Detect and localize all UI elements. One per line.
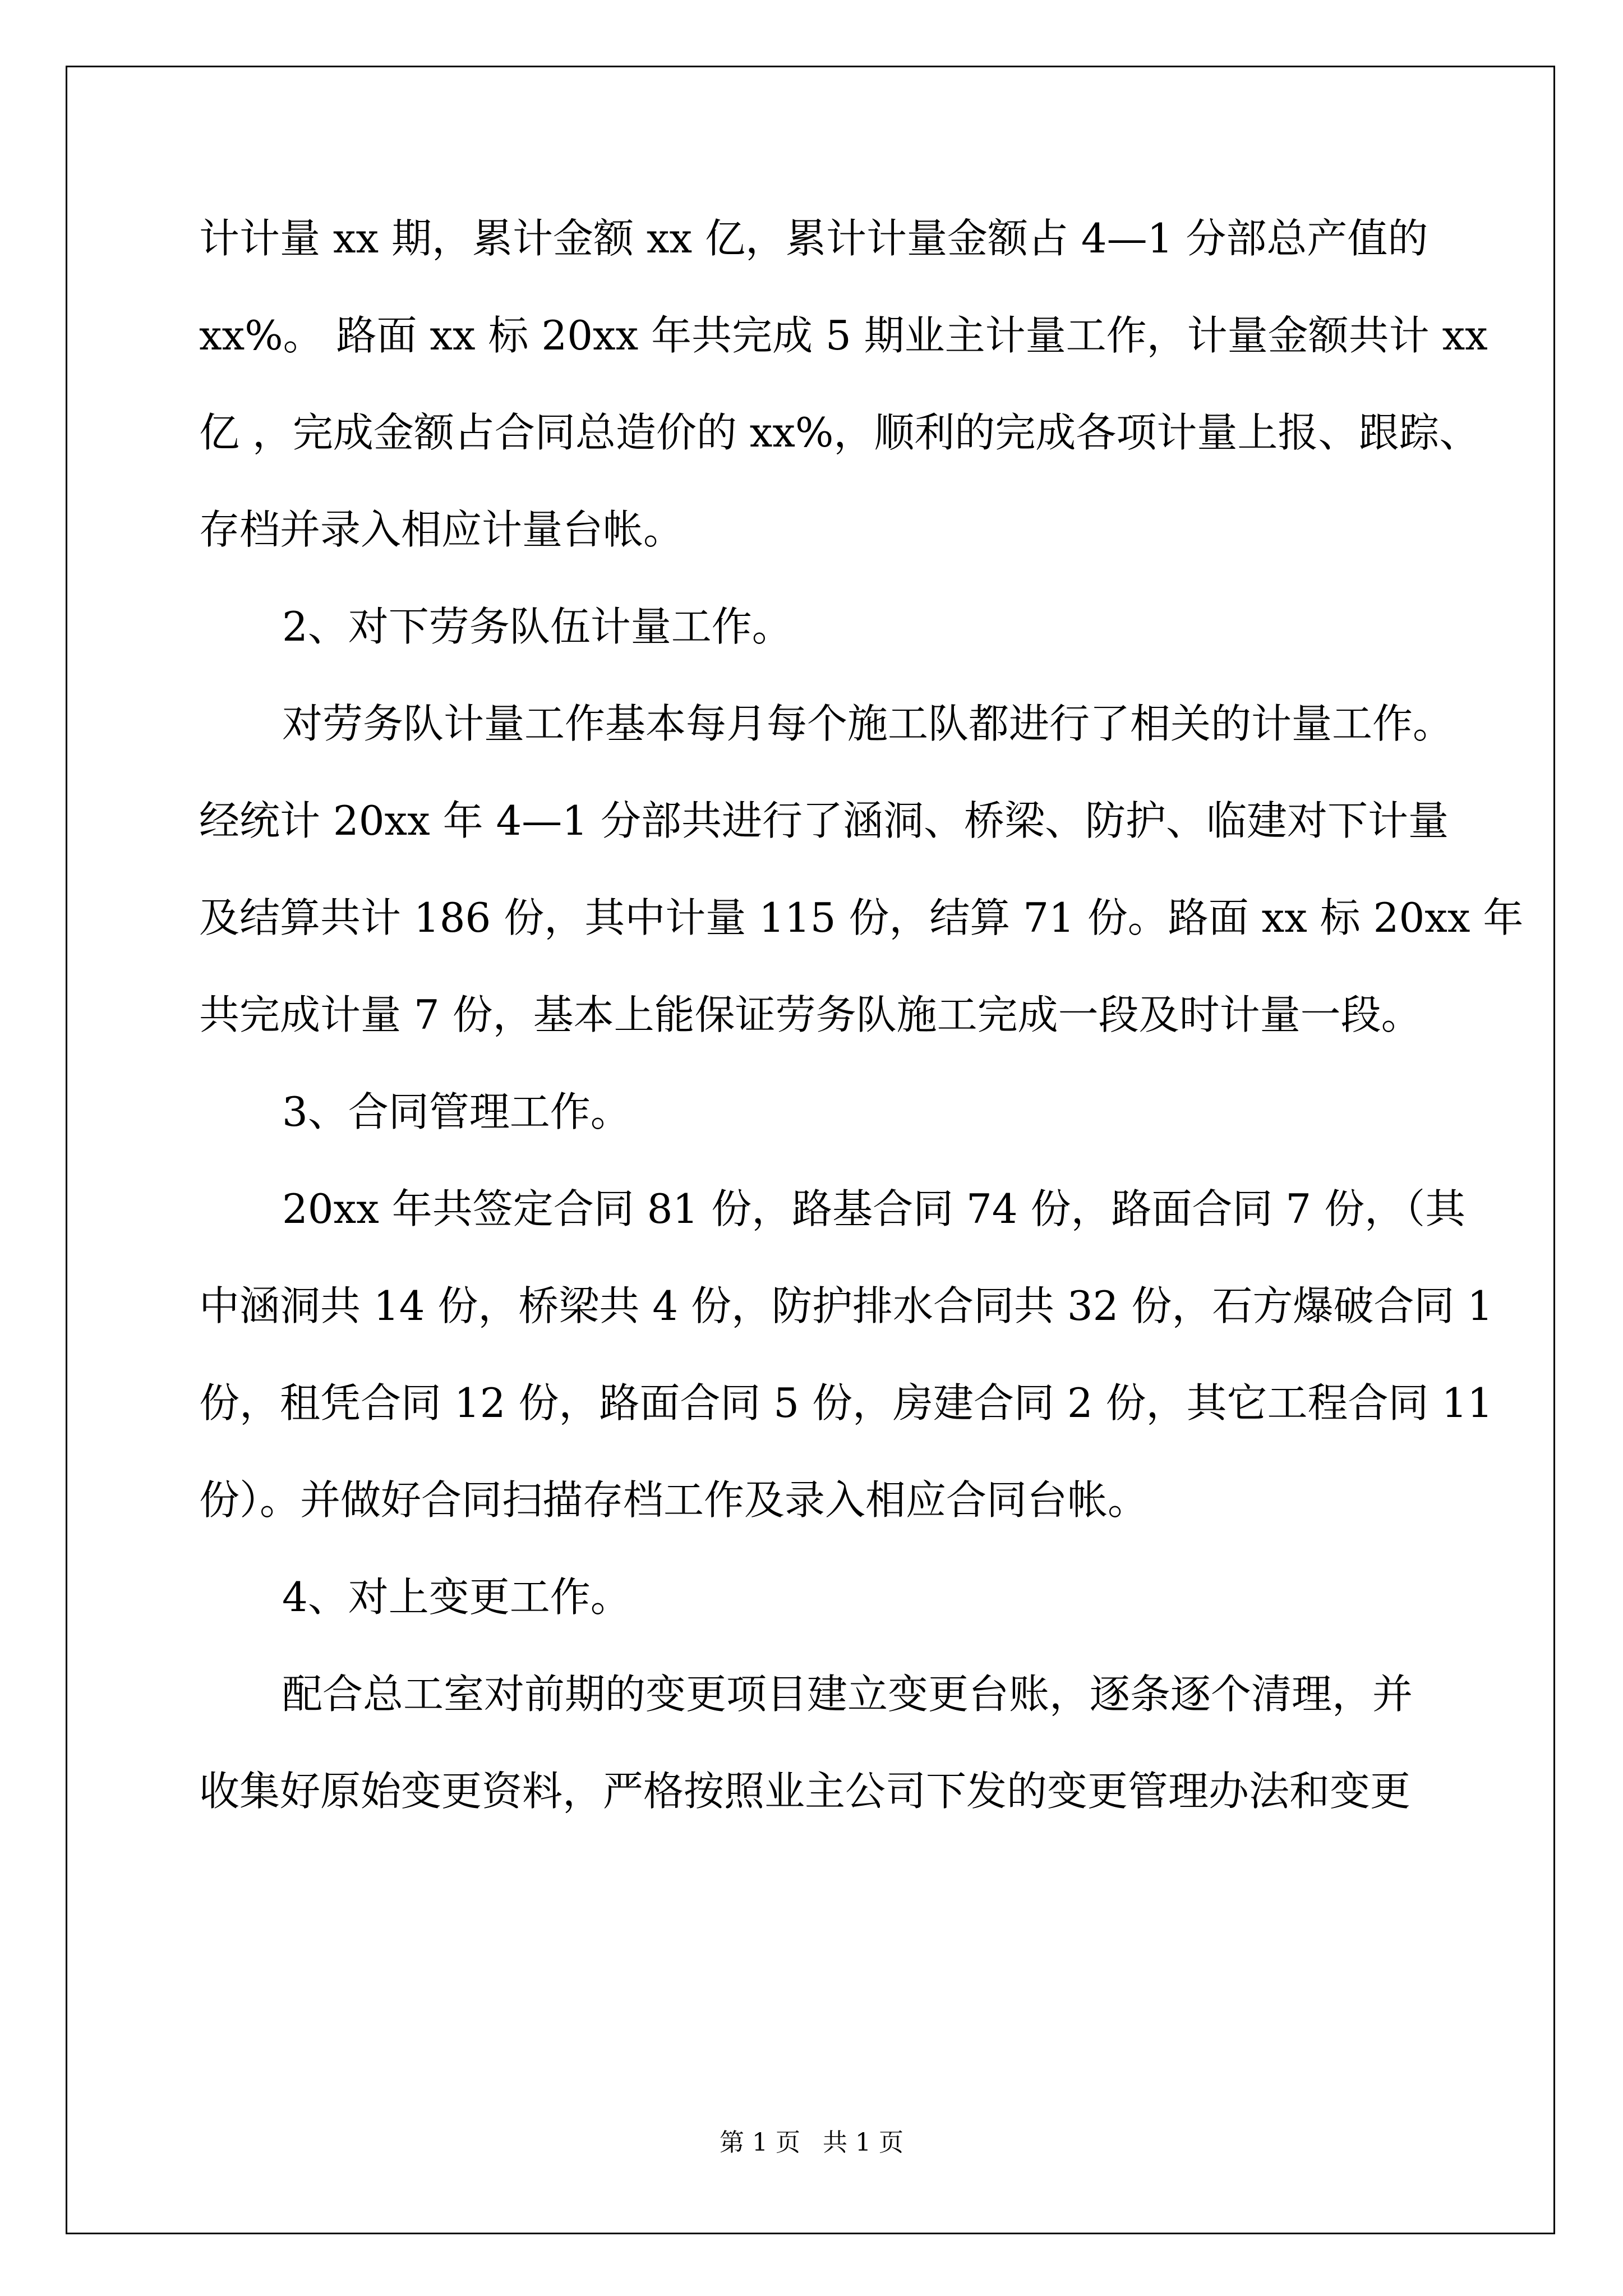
text-line: 及结算共计 186 份，其中计量 115 份，结算 71 份。路面 xx 标 20xx 年	[199, 894, 1524, 941]
text-line: 配合总工室对前期的变更项目建立变更台账，逐条逐个清理，并	[282, 1671, 1413, 1718]
page-number: 第 1 页	[720, 2128, 800, 2157]
paragraph	[199, 1669, 1433, 1863]
document-body	[199, 213, 1524, 1863]
section-heading	[199, 1572, 1433, 1669]
text-line: 2、对下劳务队伍计量工作。	[282, 603, 792, 650]
text-line: 份，租凭合同 12 份，路面合同 5 份，房建合同 2 份，其它工程合同 11	[199, 1379, 1493, 1427]
paragraph	[199, 213, 1488, 601]
page-count: 共 1 页	[823, 2128, 903, 2157]
text-line: 4、对上变更工作。	[282, 1573, 631, 1621]
text-line: 对劳务队计量工作基本每月每个施工队都进行了相关的计量工作。	[282, 700, 1454, 747]
section-heading	[199, 601, 1433, 698]
section-heading	[199, 1087, 1433, 1184]
text-line: 存档并录入相应计量台帐。	[199, 506, 684, 553]
text-line: 亿 ，完成金额占合同总造价的 xx%，顺利的完成各项计量上报、跟踪、	[199, 409, 1480, 456]
paragraph	[199, 1184, 1493, 1572]
text-line: xx%。 路面 xx 标 20xx 年共完成 5 期业主计量工作，计量金额共计 xx	[199, 312, 1488, 359]
text-line: 计计量 xx 期，累计金额 xx 亿，累计计量金额占 4—1 分部总产值的	[199, 215, 1428, 262]
paragraph	[199, 698, 1524, 1087]
text-line: 中涵洞共 14 份，桥梁共 4 份，防护排水合同共 32 份，石方爆破合同 1	[199, 1282, 1493, 1329]
text-line: 20xx 年共签定合同 81 份，路基合同 74 份，路面合同 7 份，（其	[282, 1185, 1466, 1232]
text-line: 共完成计量 7 份，基本上能保证劳务队施工完成一段及时计量一段。	[199, 991, 1422, 1038]
text-line: 3、合同管理工作。	[282, 1088, 631, 1135]
text-line: 经统计 20xx 年 4—1 分部共进行了涵洞、桥梁、防护、临建对下计量	[199, 797, 1449, 844]
page-footer	[0, 2122, 1623, 2158]
text-line: 收集好原始变更资料，严格按照业主公司下发的变更管理办法和变更	[199, 1768, 1411, 1815]
text-line: 份）。并做好合同扫描存档工作及录入相应合同台帐。	[199, 1476, 1149, 1524]
